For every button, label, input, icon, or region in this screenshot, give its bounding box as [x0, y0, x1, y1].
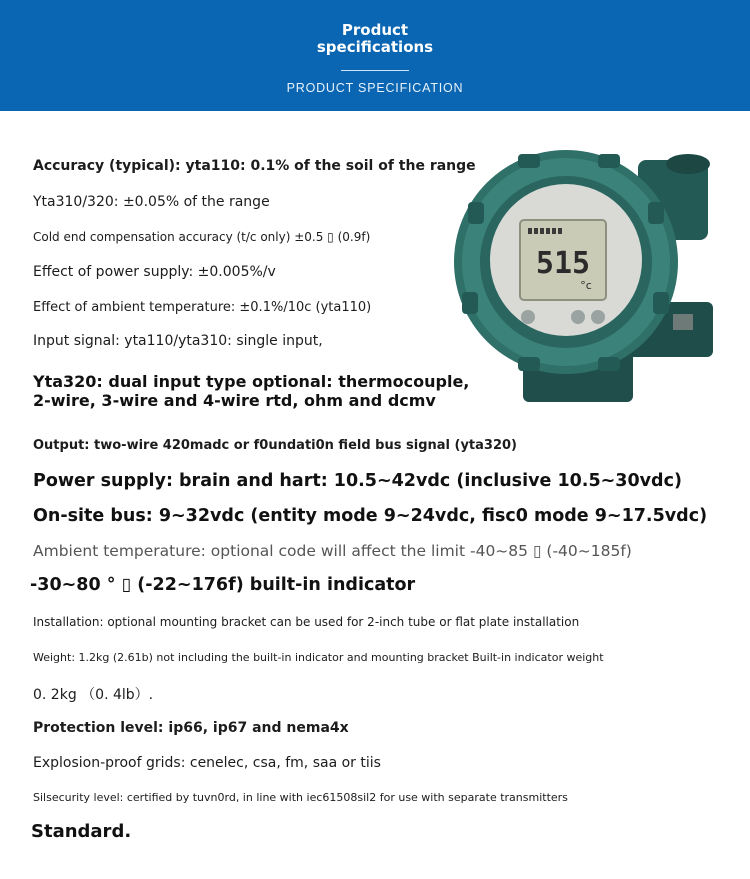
spec-explosion-proof: Explosion-proof grids: cenelec, csa, fm, saa or tiis [33, 755, 381, 771]
spec-weight: Weight: 1.2kg (2.61b) not including the built-in indicator and mounting bracket Built-in indicator weight [33, 651, 604, 664]
spec-protection: Protection level: ip66, ip67 and nema4x [33, 720, 349, 736]
header-divider [341, 70, 409, 71]
spec-indicator-range: -30~80 ° ▯ (-22~176f) built-in indicator [30, 575, 416, 595]
spec-yta320-line1: Yta320: dual input type optional: thermocouple, [33, 372, 470, 391]
spec-sil: Silsecurity level: certified by tuvn0rd, in line with iec61508sil2 for use with separate transmitters [33, 791, 568, 804]
spec-onsite-bus: On-site bus: 9~32vdc (entity mode 9~24vdc, fisc0 mode 9~17.5vdc) [33, 506, 708, 526]
temperature-transmitter-image [448, 142, 718, 412]
header-title-line1: Product [341, 21, 409, 39]
spec-ambient-temperature: Ambient temperature: optional code will affect the limit -40~85 ▯ (-40~185f) [33, 542, 632, 560]
spec-indicator-weight: 0. 2kg （0. 4lb）. [33, 687, 154, 703]
header-banner [0, 0, 750, 111]
spec-standard: Standard. [31, 821, 132, 842]
spec-yta320-line2: 2-wire, 3-wire and 4-wire rtd, ohm and dcmv [33, 391, 436, 410]
spec-cold-end: Cold end compensation accuracy (t/c only) ±0.5 ▯ (0.9f) [33, 230, 371, 244]
side-screw [673, 314, 693, 330]
header-subtitle: PRODUCT SPECIFICATION [286, 81, 464, 95]
spec-output: Output: two-wire 420madc or f0undati0n field bus signal (yta320) [33, 438, 517, 453]
lcd-reading: 515 [535, 246, 591, 281]
spec-power-effect: Effect of power supply: ±0.005%/v [33, 264, 276, 280]
lcd-unit: °c [580, 279, 592, 292]
screw-right-icon [591, 310, 605, 324]
spec-power-supply: Power supply: brain and hart: 10.5~42vdc (inclusive 10.5~30vdc) [33, 471, 682, 491]
screw-left-icon [521, 310, 535, 324]
header-title-line2: specifications [316, 38, 434, 56]
spec-installation: Installation: optional mounting bracket can be used for 2-inch tube or flat plate installation [33, 615, 580, 629]
spec-input-signal: Input signal: yta110/yta310: single input, [33, 333, 323, 349]
conduit-cap [666, 154, 710, 174]
spec-ambient-effect: Effect of ambient temperature: ±0.1%/10c (yta110) [33, 300, 372, 315]
spec-yta310-accuracy: Yta310/320: ±0.05% of the range [33, 194, 270, 210]
spec-accuracy: Accuracy (typical): yta110: 0.1% of the soil of the range [33, 158, 476, 174]
screw-mid-icon [571, 310, 585, 324]
